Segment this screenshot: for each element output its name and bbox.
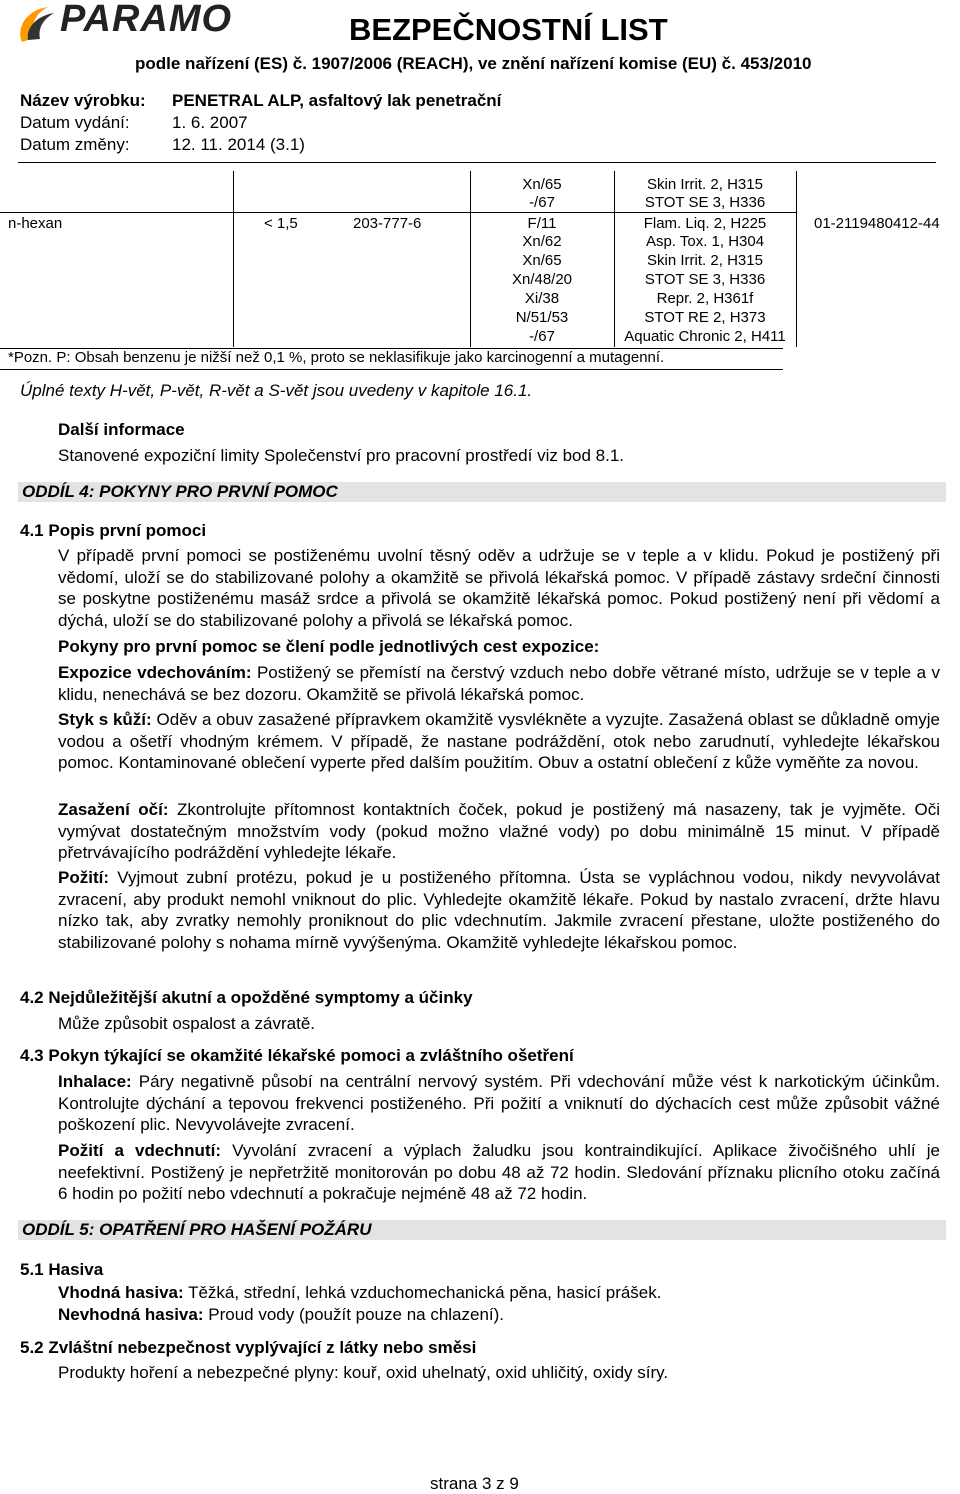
ingestion-label: Požití: bbox=[58, 868, 109, 887]
table-cell: -/67 bbox=[529, 194, 555, 211]
skin-contact-label: Styk s kůží: bbox=[58, 710, 152, 729]
suitable-media-text: Těžká, střední, lehká vzduchomechanická pěna, hasicí prášek. bbox=[188, 1283, 662, 1302]
table-cell: Xn/62 bbox=[522, 233, 562, 250]
registration-number: 01-2119480412-44 bbox=[814, 215, 940, 232]
changed-label: Datum změny: bbox=[20, 135, 130, 154]
table-cell: Xn/48/20 bbox=[511, 271, 573, 288]
other-info-heading: Další informace bbox=[58, 420, 185, 439]
table-cell: Xn/65 bbox=[522, 176, 562, 193]
ingestion-inhalation-label: Požití a vdechnutí: bbox=[58, 1141, 221, 1160]
document-title: BEZPEČNOSTNÍ LIST bbox=[349, 12, 668, 47]
table-cell: F/11 bbox=[527, 215, 557, 232]
section-5-1-title: 5.1 Hasiva bbox=[20, 1260, 104, 1279]
table-cell: N/51/53 bbox=[515, 309, 569, 326]
section-5-title: ODDÍL 5: OPATŘENÍ PRO HAŠENÍ POŽÁRU bbox=[18, 1220, 946, 1240]
document-subtitle: podle nařízení (ES) č. 1907/2006 (REACH), ve znění nařízení komise (EU) č. 453/2010 bbox=[135, 54, 812, 73]
section-4-2-text: Může způsobit ospalost a závratě. bbox=[58, 1014, 316, 1033]
header-divider bbox=[18, 162, 936, 163]
unsuitable-media-label: Nevhodná hasiva: bbox=[58, 1305, 204, 1324]
ingestion-text: Vyjmout zubní protézu, pokud je u postiženého přítomna. Ústa se vypláchnou vodou, nikdy nevyvolávat zvracení, aby produkt nemohl vniknout do plic. Vyhledejte okamžitě lékaře. Pokud by nastalo zvracení, držte hlavu nízko tak, aby zvratky nemohly proniknout do plic vdechnutím. Jakmile zvracení přestane, uložte postiženého do stabilizované polohy s nohama mírně vyvýšenýma. Okamžitě vyhledejte lékařskou pomoc. bbox=[58, 868, 940, 953]
section-5-2-title: 5.2 Zvláštní nebezpečnost vyplývající z látky nebo směsi bbox=[20, 1338, 477, 1357]
eye-contact-paragraph bbox=[58, 799, 940, 864]
full-texts-note: Úplné texty H-vět, P-vět, R-vět a S-vět jsou uvedeny v kapitole 16.1. bbox=[20, 381, 533, 400]
table-cell: STOT SE 3, H336 bbox=[644, 271, 766, 288]
inhalation-paragraph bbox=[58, 1071, 940, 1136]
table-cell: Xi/38 bbox=[524, 290, 560, 307]
section-4-3-title: 4.3 Pokyn týkající se okamžité lékařské pomoci a zvláštního ošetření bbox=[20, 1046, 574, 1065]
skin-contact-paragraph bbox=[58, 709, 940, 774]
table-cell: Asp. Tox. 1, H304 bbox=[645, 233, 765, 250]
substance-name: n-hexan bbox=[8, 215, 63, 232]
table-column-divider bbox=[233, 171, 234, 347]
unsuitable-media-paragraph bbox=[58, 1305, 504, 1325]
suitable-media-paragraph bbox=[58, 1283, 661, 1303]
ec-number: 203-777-6 bbox=[353, 215, 422, 232]
concentration: < 1,5 bbox=[264, 215, 298, 232]
section-4-title: ODDÍL 4: POKYNY PRO PRVNÍ POMOC bbox=[18, 482, 946, 502]
section-4-1-title: 4.1 Popis první pomoci bbox=[20, 521, 207, 540]
table-note: *Pozn. P: Obsah benzenu je nižší než 0,1 %, proto se neklasifikuje jako karcinogenní a mutagenní. bbox=[0, 348, 783, 370]
other-info-text: Stanovené expoziční limity Společenství pro pracovní prostředí viz bod 8.1. bbox=[58, 446, 625, 465]
composition-table bbox=[0, 171, 960, 347]
ingestion-inhalation-text: Vyvolání zvracení a výplach žaludku jsou kontraindikující. Aplikace živočišného uhlí je neefektivní. Postižený je nepřetržitě monitorován po dobu 48 až 72 hodin. Sledování příznaku plicního otoku začíná 6 hodin po požití nebo vdechnutí a pokračuje nejméně 48 až 72 hodin. bbox=[58, 1141, 941, 1204]
issued-value: 1. 6. 2007 bbox=[172, 113, 248, 132]
table-cell: STOT RE 2, H373 bbox=[644, 309, 766, 326]
table-cell: -/67 bbox=[529, 328, 555, 345]
table-row-divider bbox=[0, 212, 796, 213]
inhalation-text: Páry negativně působí na centrální nervový systém. Při vdechování může vést k narkotickým účinkům. Kontrolujte dýchání a tepovou frekvenci postiženého. Při požití a vniknutí do dýchacích cest může způsobit vážné poškození plic. Nevyvolávejte zvracení. bbox=[58, 1072, 940, 1135]
inhalation-exposure-text: Postižený se přemístí na čerstvý vzduch nebo dobře větrané místo, udržuje se v teple a v klidu, nenechává se bez dozoru. Okamžitě se přivolá lékařská pomoc. bbox=[58, 663, 940, 704]
changed-value: 12. 11. 2014 (3.1) bbox=[172, 135, 305, 154]
suitable-media-label: Vhodná hasiva: bbox=[58, 1283, 184, 1302]
table-cell: Aquatic Chronic 2, H411 bbox=[624, 328, 786, 345]
page-number: strana 3 z 9 bbox=[430, 1474, 519, 1493]
table-column-divider bbox=[796, 171, 797, 347]
product-value: PENETRAL ALP, asfaltový lak penetrační bbox=[172, 91, 502, 110]
section-4-1-text: V případě první pomoci se postiženému uvolní těsný oděv a udržuje se v teple a v klidu. Pokud je postižený při vědomí, uloží se do stabilizované polohy a okamžitě se přivolá lékařská pomoc. V případě zástavy srdeční činnosti se poskytne postiženému masáž srdce a přivolá se okamžitě lékařská pomoc. Pokud postižený není při vědomí a dýchá, uloží se do stabilizované polohy a přivolá se lékařská pomoc. bbox=[58, 546, 940, 631]
inhalation-exposure-paragraph bbox=[58, 662, 940, 705]
ingestion-paragraph bbox=[58, 867, 940, 954]
eye-contact-text: Zkontrolujte přítomnost kontaktních čoček, pokud je postižený má nasazeny, tak je vyjměte. Oči vymývat dostatečným množstvím vody (pokud možno vlažné vody) po dobu minimálně 15 minut. V případě přetrvávajícího podráždění vyhledejte lékaře. bbox=[58, 800, 940, 863]
eye-contact-label: Zasažení očí: bbox=[58, 800, 169, 819]
inhalation-exposure-label: Expozice vdechováním: bbox=[58, 663, 252, 682]
table-cell: Flam. Liq. 2, H225 bbox=[643, 215, 767, 232]
table-cell: Repr. 2, H361f bbox=[656, 290, 754, 307]
inhalation-label: Inhalace: bbox=[58, 1072, 132, 1091]
table-cell: STOT SE 3, H336 bbox=[644, 194, 766, 211]
skin-contact-text: Oděv a obuv zasažené přípravkem okamžitě vysvlékněte a vyzujte. Zasažená oblast se důkladně omyje vodou a ošetří vhodným krémem. V případě, že nastane podráždění, otok nebo zarudnutí, vyhledejte lékařskou pomoc. Kontaminované oblečení vyperte před dalším použitím. Obuv a ostatní oblečení z kůže vyměňte za novou. bbox=[58, 710, 940, 773]
table-cell: Skin Irrit. 2, H315 bbox=[647, 176, 763, 193]
table-cell: Skin Irrit. 2, H315 bbox=[647, 252, 763, 269]
product-label: Název výrobku: bbox=[20, 91, 146, 110]
logo-text: PARAMO bbox=[60, 0, 233, 40]
exposure-routes-heading: Pokyny pro první pomoc se člení podle jednotlivých cest expozice: bbox=[58, 637, 600, 656]
section-5-2-text: Produkty hoření a nebezpečné plyny: kouř, oxid uhelnatý, oxid uhličitý, oxidy síry. bbox=[58, 1363, 669, 1382]
issued-label: Datum vydání: bbox=[20, 113, 130, 132]
paramo-logo-icon bbox=[14, 4, 64, 46]
table-cell: Xn/65 bbox=[522, 252, 562, 269]
unsuitable-media-text: Proud vody (použít pouze na chlazení). bbox=[208, 1305, 505, 1324]
ingestion-inhalation-paragraph bbox=[58, 1140, 940, 1205]
section-4-2-title: 4.2 Nejdůležitější akutní a opožděné symptomy a účinky bbox=[20, 988, 473, 1007]
